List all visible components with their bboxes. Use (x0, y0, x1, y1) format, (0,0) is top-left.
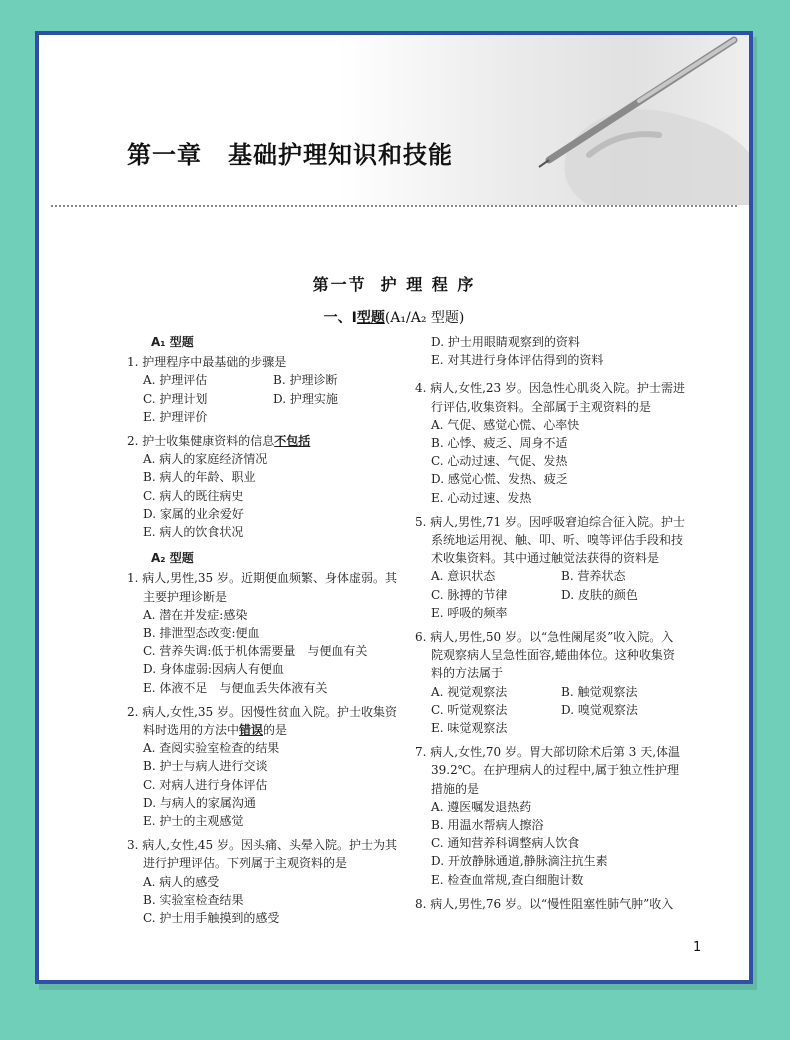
option: D. 开放静脉通道,静脉滴注抗生素 (431, 854, 608, 869)
question (415, 379, 685, 506)
question-stem: 1. 护理程序中最基础的步骤是 (127, 355, 287, 370)
emphasis-text: 错误 (239, 723, 264, 738)
option: C. 病人的既往病史 (143, 488, 244, 503)
option: B. 用温水帮病人擦浴 (431, 818, 544, 833)
option: E. 呼吸的频率 (431, 605, 508, 620)
option-list (415, 567, 685, 622)
option-list (415, 683, 685, 738)
option: C. 护理计划 (143, 391, 208, 406)
option: D. 身体虚弱:因病人有便血 (143, 662, 284, 677)
subhead-suffix: (A₁/A₂ 型题) (384, 310, 465, 326)
question-stem: 7. 病人,女性,70 岁。胃大部切除术后第 3 天,体温 39.2℃。在护理病人的过程中,属于独立性护理措施的是 (415, 745, 681, 796)
question-stem: 5. 病人,男性,71 岁。因呼吸窘迫综合征入院。护士系统地运用视、触、叩、听、嗅等评估手段和技术收集资料。其中通过触觉法获得的资料是 (415, 514, 685, 566)
option: A. 意识状态 (431, 569, 496, 584)
question (127, 353, 407, 426)
option: B. 触觉观察法 (561, 684, 638, 699)
emphasis-text: 不包括 (274, 434, 311, 449)
book-page (35, 31, 753, 984)
option-list (127, 371, 407, 426)
option: E. 心动过速、发热 (431, 490, 532, 505)
pen-icon (339, 35, 753, 205)
question-stem: 4. 病人,女性,23 岁。因急性心肌炎入院。护士需进行评估,收集资料。全部属于主观资料的是 (415, 381, 685, 414)
option: D. 与病人的家属沟通 (143, 795, 256, 810)
question-stem (127, 703, 407, 739)
option: E. 味觉观察法 (431, 721, 508, 736)
option: A. 气促、感觉心慌、心率快 (431, 417, 580, 432)
option: B. 营养状态 (561, 569, 626, 584)
option-list (415, 798, 685, 889)
question-continuation (415, 333, 685, 369)
question (415, 743, 685, 889)
option: C. 心动过速、气促、发热 (431, 454, 568, 469)
subhead-prefix: 一、Ⅰ (323, 310, 357, 326)
option: C. 护士用手触摸到的感受 (143, 911, 280, 926)
option: D. 嗅觉观察法 (561, 702, 638, 717)
option-list (415, 416, 685, 507)
stem-text: 2. 护士收集健康资料的信息 (127, 434, 275, 449)
option: D. 皮肤的颜色 (561, 587, 638, 602)
option: B. 病人的年龄、职业 (143, 470, 256, 485)
stem-text: 2. 病人,女性,35 岁。因慢性贫血入院。护士收集资料时选用的方法中 (127, 704, 397, 738)
question-stem (127, 432, 407, 450)
option: E. 护士的主观感觉 (143, 814, 244, 829)
option: C. 脉搏的节律 (431, 587, 508, 602)
question-stem: 8. 病人,男性,76 岁。以“慢性阻塞性肺气肿”收入 (415, 896, 674, 911)
chapter-title (127, 135, 453, 170)
option: B. 排泄型态改变:便血 (143, 626, 260, 641)
question (415, 895, 685, 913)
option: E. 护理评价 (143, 409, 208, 424)
question (415, 628, 685, 737)
question-stem: 3. 病人,女性,45 岁。因头痛、头晕入院。护士为其进行护理评估。下列属于主观资料的是 (127, 838, 397, 871)
option-list (415, 333, 685, 369)
question-type-heading (39, 307, 749, 327)
question (415, 513, 685, 622)
chapter-number: 第一章 (127, 141, 202, 169)
option: E. 检查血常规,查白细胞计数 (431, 872, 584, 887)
stem-text: 的是 (263, 723, 288, 738)
page-number: 1 (693, 940, 702, 955)
question (127, 836, 407, 927)
option: E. 病人的饮食状况 (143, 525, 244, 540)
option: D. 护理实施 (273, 391, 338, 406)
option: A. 病人的感受 (143, 874, 220, 889)
hand-writing-illustration (339, 35, 753, 205)
option: B. 护士与病人进行交谈 (143, 759, 268, 774)
subhead-type: 型题 (356, 310, 385, 326)
section-name: 护 理 程 序 (380, 275, 476, 294)
question-stem: 1. 病人,男性,35 岁。近期便血频繁、身体虚弱。其主要护理诊断是 (127, 571, 397, 604)
option: C. 通知营养科调整病人饮食 (431, 836, 580, 851)
question (127, 432, 407, 541)
option: A. 病人的家庭经济情况 (143, 452, 268, 467)
option: E. 对其进行身体评估得到的资料 (431, 353, 604, 368)
question (127, 703, 407, 830)
chapter-name: 基础护理知识和技能 (228, 141, 453, 169)
question-stem: 6. 病人,男性,50 岁。以“急性阑尾炎”收入院。入院观察病人呈急性面容,蜷曲体位。这种收集资料的方法属于 (415, 630, 675, 681)
option: B. 心悸、疲乏、周身不适 (431, 436, 568, 451)
a1-type-label: A₁ 型题 (151, 335, 194, 349)
section-number: 第一节 (312, 275, 367, 294)
question (127, 569, 407, 696)
option-list (127, 606, 407, 697)
option: A. 遵医嘱发退热药 (431, 799, 532, 814)
option-list (127, 450, 407, 541)
option: D. 家属的业余爱好 (143, 506, 244, 521)
option: A. 护理评估 (143, 373, 208, 388)
option-list (127, 873, 407, 928)
left-column (127, 333, 407, 933)
a2-type-label: A₂ 型题 (151, 551, 194, 566)
option: A. 视觉观察法 (431, 684, 508, 699)
option: D. 护士用眼睛观察到的资料 (431, 335, 580, 349)
option: C. 对病人进行身体评估 (143, 777, 268, 792)
option: B. 实验室检查结果 (143, 892, 244, 907)
dotted-divider (51, 205, 737, 207)
option: E. 体液不足 与便血丢失体液有关 (143, 680, 328, 695)
option: D. 感觉心慌、发热、疲乏 (431, 472, 568, 487)
option: A. 查阅实验室检查的结果 (143, 741, 280, 756)
section-title (39, 272, 749, 295)
option: A. 潜在并发症:感染 (143, 607, 248, 622)
option-list (127, 739, 407, 830)
option: B. 护理诊断 (273, 373, 338, 388)
option: C. 听觉观察法 (431, 702, 508, 717)
option: C. 营养失调:低于机体需要量 与便血有关 (143, 644, 368, 659)
right-column (415, 333, 685, 919)
